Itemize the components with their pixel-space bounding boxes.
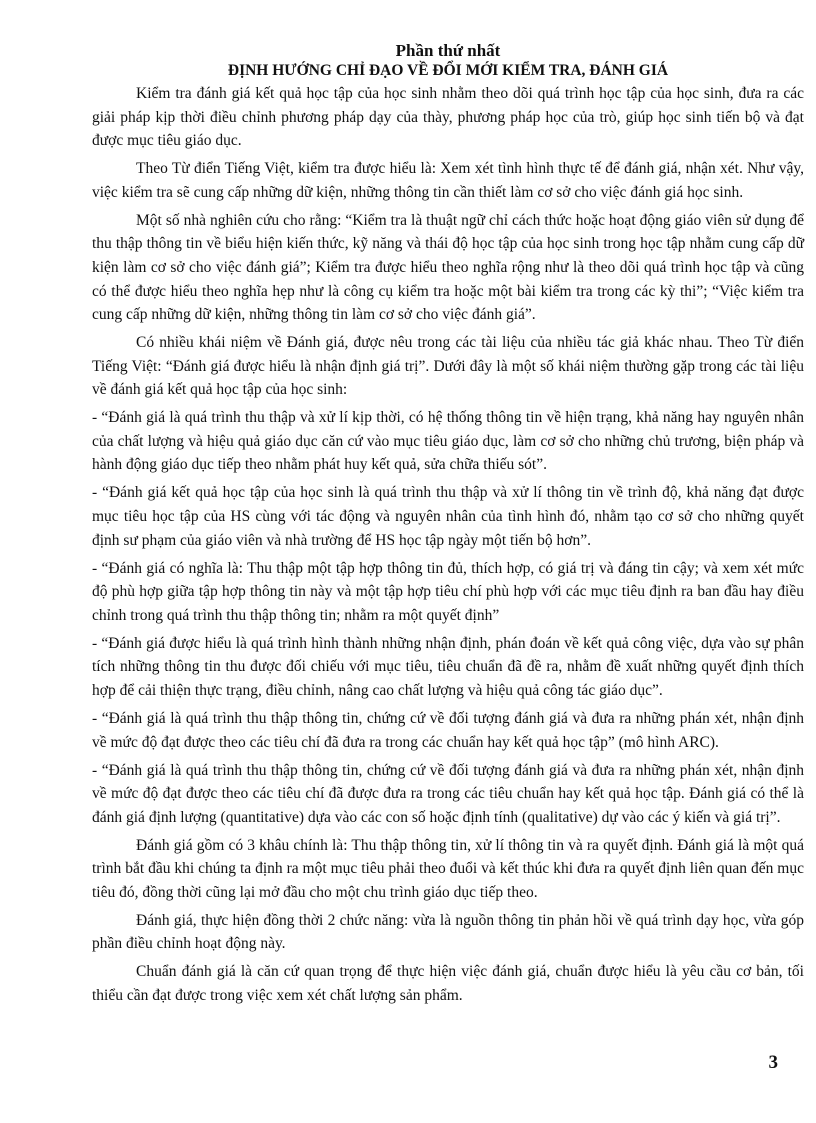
definition-item: - “Đánh giá là quá trình thu thập và xử lí kịp thời, có hệ thống thông tin về hiện trạng, khả năng hay nguyên nhân của chất lượng và hiệu quả giáo dục căn cứ vào mục tiêu giáo dục, làm cơ sở cho những chủ trương, biện pháp và hành động giáo dục tiếp theo nhằm phát huy kết quả, sửa chữa thiếu sót”. <box>92 409 804 474</box>
definition-item: - “Đánh giá có nghĩa là: Thu thập một tập hợp thông tin đủ, thích hợp, có giá trị và đáng tin cậy; và xem xét mức độ phù hợp giữa tập hợp thông tin này và một tập hợp tiêu chí phù hợp với các mục tiêu định ra ban đầu hay điều chỉnh trong quá trình thu thập thông tin; nhằm ra một quyết định” <box>92 559 804 624</box>
definition-item: - “Đánh giá là quá trình thu thập thông tin, chứng cứ về đối tượng đánh giá và đưa ra những phán xét, nhận định về mức độ đạt được theo các tiêu chí đã được đưa ra trong các tiêu chuẩn hay kết quả học tập. Đánh giá có thể là đánh giá định lượng (quantitative) dựa vào các con số hoặc định tính (qualitative) dự vào các ý kiến và giá trị”. <box>92 761 804 826</box>
page-content <box>92 40 804 1012</box>
definition-item: - “Đánh giá là quá trình thu thập thông tin, chứng cứ về đối tượng đánh giá và đưa ra những phán xét, nhận định về mức độ đạt được theo các tiêu chí đã đưa ra trong các chuẩn hay kết quả học tập” (mô hình ARC). <box>92 709 804 751</box>
paragraph-evaluation-functions: Đánh giá, thực hiện đồng thời 2 chức năng: vừa là nguồn thông tin phản hồi về quá trình dạy học, vừa góp phần điều chỉnh hoạt động này. <box>92 911 804 953</box>
paragraph-evaluation-stages: Đánh giá gồm có 3 khâu chính là: Thu thập thông tin, xử lí thông tin và ra quyết định. Đánh giá là một quá trình bắt đầu khi chúng ta định ra một mục tiêu phải theo đuổi và kết thúc khi đưa ra quyết định liên quan đến mục tiêu đó, đồng thời cũng lại mở đầu cho một chu trình giáo dục tiếp theo. <box>92 836 804 901</box>
paragraph-intro: Kiểm tra đánh giá kết quả học tập của học sinh nhằm theo dõi quá trình học tập của học sinh, đưa ra các giải pháp kịp thời điều chỉnh phương pháp dạy của thày, phương pháp học của trò, giúp học sinh tiến bộ và đạt được mục tiêu giáo dục. <box>92 85 804 150</box>
paragraph-researchers-view: Một số nhà nghiên cứu cho rằng: “Kiểm tra là thuật ngữ chỉ cách thức hoặc hoạt động giáo viên sử dụng để thu thập thông tin về biểu hiện kiến thức, kỹ năng và thái độ học tập của học sinh trong học tập nhằm cung cấp dữ kiện làm cơ sở cho việc đánh giá”; Kiểm tra được hiểu theo nghĩa rộng như là theo dõi quá trình học tập và cũng có thể được hiểu theo nghĩa hẹp như là công cụ kiểm tra hoặc một bài kiểm tra trong các kỳ thi”; “Việc kiểm tra cung cấp những dữ kiện, những thông tin làm cơ sở cho việc đánh giá”. <box>92 211 804 324</box>
paragraph-evaluation-standard: Chuẩn đánh giá là căn cứ quan trọng để thực hiện việc đánh giá, chuẩn được hiểu là yêu cầu cơ bản, tối thiểu cần đạt được trong việc xem xét chất lượng sản phẩm. <box>92 963 804 1005</box>
definition-item: - “Đánh giá kết quả học tập của học sinh là quá trình thu thập và xử lí thông tin về trình độ, khả năng đạt được mục tiêu học tập của HS cùng với tác động và nguyên nhân của tình hình đó, nhằm tạo cơ sở cho những quyết định sư phạm của giáo viên và nhà trường để HS học tập ngày một tiến bộ hơn”. <box>92 484 804 549</box>
paragraph-evaluation-concepts: Có nhiều khái niệm về Đánh giá, được nêu trong các tài liệu của nhiều tác giả khác nhau. Theo Từ điển Tiếng Việt: “Đánh giá được hiểu là nhận định giá trị”. Dưới đây là một số khái niệm thường gặp trong các tài liệu về đánh giá kết quả học tập của học sinh: <box>92 334 804 399</box>
page-number: 3 <box>768 1052 778 1073</box>
paragraph-dictionary-definition: Theo Từ điển Tiếng Việt, kiểm tra được hiểu là: Xem xét tình hình thực tế để đánh giá, nhận xét. Như vậy, việc kiểm tra sẽ cung cấp những dữ kiện, những thông tin cần thiết làm cơ sở cho việc đánh giá học sinh. <box>92 160 804 201</box>
definition-item: - “Đánh giá được hiểu là quá trình hình thành những nhận định, phán đoán về kết quả công việc, dựa vào sự phân tích những thông tin thu được đối chiếu với mục tiêu, tiêu chuẩn đã đề ra, nhằm đề xuất những quyết định thích hợp để cải thiện thực trạng, điều chỉnh, nâng cao chất lượng và hiệu quả công tác giáo dục”. <box>92 634 804 699</box>
part-title: Phần thứ nhất <box>395 41 501 60</box>
section-title: ĐỊNH HƯỚNG CHỈ ĐẠO VỀ ĐỔI MỚI KIỂM TRA, ĐÁNH GIÁ <box>227 62 669 79</box>
